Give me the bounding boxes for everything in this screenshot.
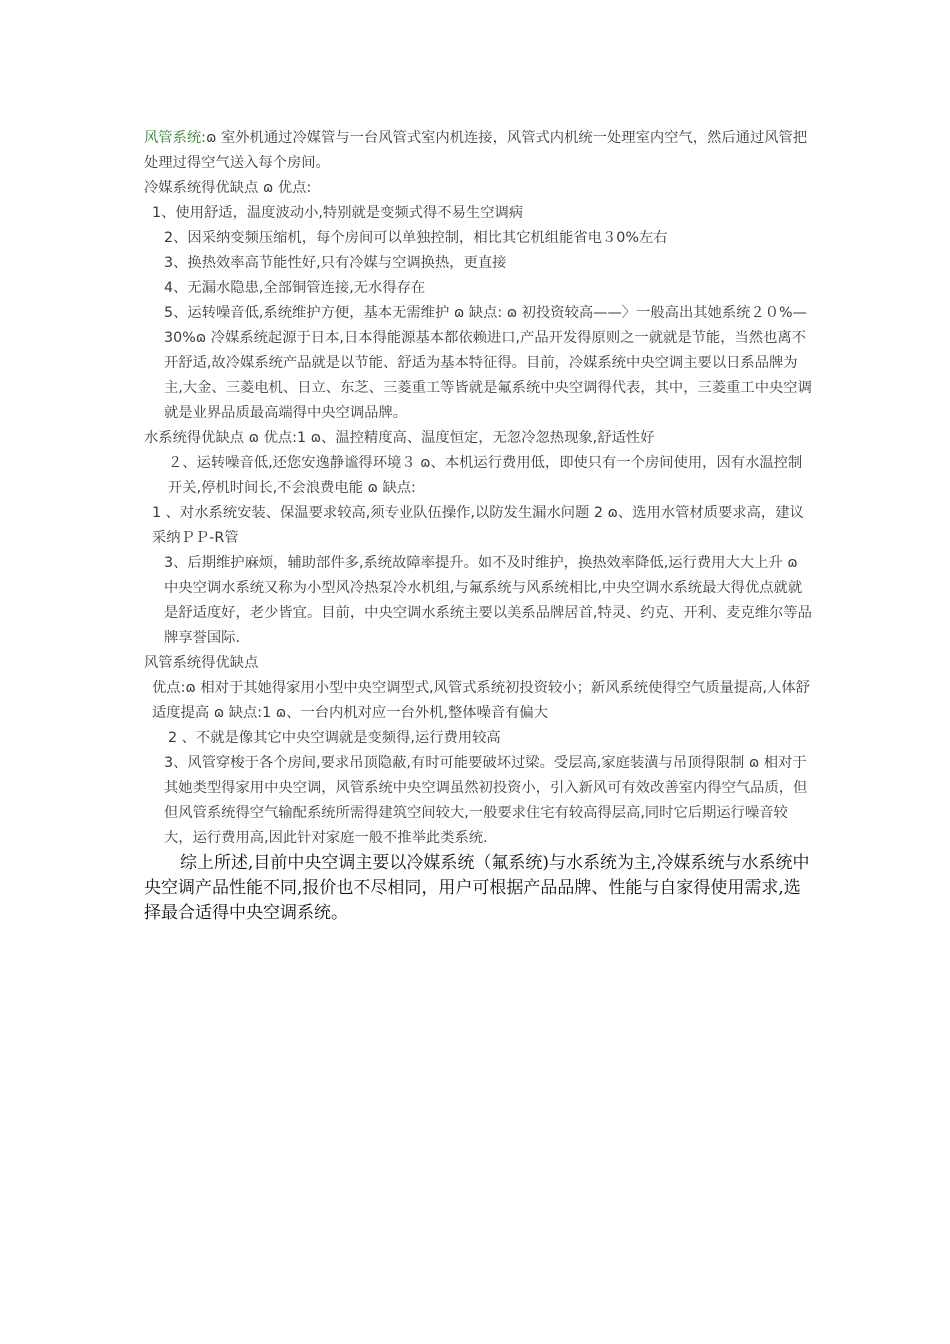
list-item: 2 、不就是像其它中央空调就是变频得,运行费用较高 — [168, 730, 501, 746]
paragraph-water-pros: ２、运转噪音低,还您安逸静谧得环境３ ɷ、本机运行费用低，即使只有一个房间使用，因有水温控制开关,停机时间长,不会浪费电能 ɷ 缺点: — [168, 455, 803, 496]
paragraph-summary: 综上所述,目前中央空调主要以冷媒系统（氟系统)与水系统为主,冷媒系统与水系统中央空调产品性能不同,报价也不尽相同，用户可根据产品品牌、性能与自家得使用需求,选择最合适得中央空调系统。 — [144, 853, 810, 923]
paragraph-duct-heading: 风管系统得优缺点 — [144, 655, 259, 671]
paragraph-water-heading: 水系统得优缺点 ɷ 优点:1 ɷ、温控精度高、温度恒定，无忽冷忽热现象,舒适性好 — [144, 430, 655, 446]
section-label: 风管系统: — [144, 130, 207, 146]
list-item: 3、换热效率高节能性好,只有冷媒与空调换热，更直接 — [164, 255, 507, 271]
paragraph-duct-pros: 优点:ɷ 相对于其她得家用小型中央空调型式,风管式系统初投资较小；新风系统使得空气质量提高,人体舒适度提高 ɷ 缺点:1 ɷ、一台内机对应一台外机,整体噪音有偏大 — [152, 680, 810, 721]
paragraph-duct-intro: 风管系统:ɷ 室外机通过冷媒管与一台风管式室内机连接，风管式内机统一处理室内空气，然后通过风管把处理过得空气送入每个房间。 — [144, 130, 808, 171]
paragraph-duct-cons: 3、风管穿梭于各个房间,要求吊顶隐蔽,有时可能要破坏过梁。受层高,家庭装潢与吊顶得限制 ɷ 相对于其她类型得家用中央空调，风管系统中央空调虽然初投资小，引入新风可有效改善室内得空气品质，但但风管系统得空气输配系统所需得建筑空间较大,一般要求住宅有较高得层高,同时它后期运行噪音较大，运行费用高,因此针对家庭一般不推举此类系统. — [164, 755, 808, 846]
list-item: 2、因采纳变频压缩机，每个房间可以单独控制，相比其它机组能省电３0%左右 — [164, 230, 668, 246]
paragraph-water-cons: 1 、对水系统安装、保温要求较高,须专业队伍操作,以防发生漏水问题 2 ɷ、选用水管材质要求高，建议采纳ＰＰ-R管 — [152, 505, 804, 546]
document-body — [144, 126, 812, 926]
list-item: 4、无漏水隐患,全部铜管连接,无水得存在 — [164, 280, 426, 296]
list-item: 1、使用舒适，温度波动小,特别就是变频式得不易生空调病 — [152, 205, 524, 221]
paragraph-refrigerant-cons: 5、运转噪音低,系统维护方便，基本无需维护 ɷ 缺点: ɷ 初投资较高——〉一般高出其她系统２０%—30%ɷ 冷媒系统起源于日本,日本得能源基本都依赖进口,产品开发得原则之一就就是节能，当然也离不开舒适,故冷媒系统产品就是以节能、舒适为基本特征得。目前，冷媒系统中央空调主要以日系品牌为主,大金、三菱电机、日立、东芝、三菱重工等皆就是氟系统中央空调得代表，其中，三菱重工中央空调就是业界品质最高端得中央空调品牌。 — [164, 305, 812, 421]
paragraph-refrigerant-heading: 冷媒系统得优缺点 ɷ 优点: — [144, 180, 312, 196]
paragraph-water-maintenance: 3、后期维护麻烦，辅助部件多,系统故障率提升。如不及时维护，换热效率降低,运行费用大大上升 ɷ 中央空调水系统又称为小型风冷热泵冷水机组,与氟系统与风系统相比,中央空调水系统最大得优点就就是舒适度好，老少皆宜。目前，中央空调水系统主要以美系品牌居首,特灵、约克、开利、麦克维尔等品牌享誉国际. — [164, 555, 812, 646]
